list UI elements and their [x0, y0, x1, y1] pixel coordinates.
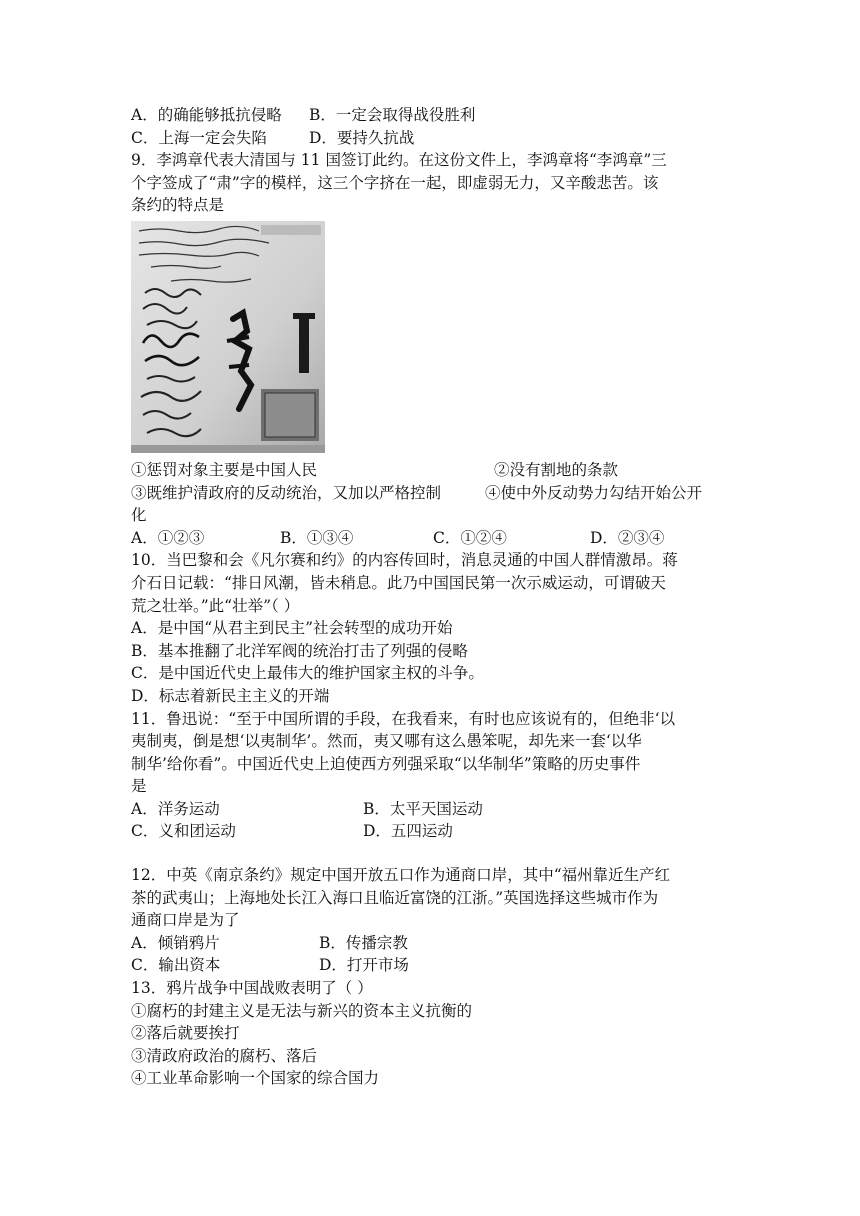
- q10-stem-line-3: 荒之壮举。”此“壮举”（ ）: [131, 596, 300, 615]
- q9-stem-line-3: 条约的特点是: [131, 196, 225, 215]
- q9-options-row: [131, 527, 743, 550]
- q8-options-row-1: [131, 104, 743, 127]
- q11-option-d: D．五四运动: [363, 822, 453, 841]
- q10-option-b: B．基本推翻了北洋军阀的统治打击了列强的侵略: [131, 641, 468, 660]
- q13-statement-4: ④工业革命影响一个国家的综合国力: [131, 1069, 380, 1088]
- q9-statements-row-2: [131, 482, 743, 505]
- spacer: [131, 843, 743, 864]
- q12-option-d: D．打开市场: [319, 956, 409, 975]
- q11-stem-line-4: 是: [131, 777, 147, 796]
- q8-option-a: A．的确能够抵抗侵略: [131, 106, 282, 124]
- q10-option-d: D．标志着新民主主义的开端: [131, 686, 330, 705]
- q11-option-b: B．太平天国运动: [363, 799, 483, 818]
- q12-option-b: B．传播宗教: [319, 933, 408, 952]
- q12-stem-line-2: 茶的武夷山；上海地处长江入海口且临近富饶的江浙。”英国选择这些城市作为: [131, 888, 659, 907]
- q13-stem: 13．鸦片战争中国战败表明了（ ）: [131, 979, 373, 998]
- q9-statement-2: ②没有割地的条款: [494, 460, 619, 479]
- q11-options-row-2: [131, 820, 743, 843]
- q11-option-a: A．洋务运动: [131, 799, 220, 818]
- q12-options-row-2: [131, 954, 743, 977]
- q12-stem-line-1: 12．中英《南京条约》规定中国开放五口作为通商口岸，其中“福州靠近生产红: [131, 866, 671, 885]
- q10-stem-line-1: 10．当巴黎和会《凡尔赛和约》的内容传回时，消息灵通的中国人群情激昂。蒋: [131, 551, 678, 570]
- q9-option-b: B．①③④: [280, 528, 354, 547]
- q11-option-c: C．义和团运动: [131, 822, 236, 841]
- q9-statements-row-1: [131, 459, 743, 482]
- q9-statement-1: ①惩罚对象主要是中国人民: [131, 460, 318, 479]
- q13-statement-3: ③清政府政治的腐朽、落后: [131, 1046, 318, 1065]
- q12-option-c: C．输出资本: [131, 956, 221, 975]
- q9-option-c: C．①②④: [433, 528, 507, 547]
- q11-options-row-1: [131, 798, 743, 821]
- q9-statement-4: ④使中外反动势力勾结开始公开: [485, 483, 703, 502]
- q10-option-c: C．是中国近代史上最伟大的维护国家主权的斗争。: [131, 664, 484, 683]
- q13-statement-1: ①腐朽的封建主义是无法与新兴的资本主义抗衡的: [131, 1001, 473, 1020]
- q10-option-a: A．是中国“从君主到民主”社会转型的成功开始: [131, 619, 453, 638]
- q8-options-row-2: [131, 127, 743, 150]
- q12-option-a: A．倾销鸦片: [131, 933, 220, 952]
- q8-option-c: C．上海一定会失陷: [131, 128, 267, 147]
- q10-stem-line-2: 介石日记载：“排日风潮，皆未稍息。此乃中国国民第一次示威运动，可谓破天: [131, 573, 666, 592]
- q9-statement-3: ③既维护清政府的反动统治，又加以严格控制: [131, 483, 442, 502]
- q12-options-row-1: [131, 932, 743, 955]
- treaty-signature-drawing: [131, 221, 325, 453]
- q11-stem-line-3: 制华’给你看”。中国近代史上迫使西方列强采取“以华制华”策略的历史事件: [131, 754, 641, 773]
- q11-stem-line-2: 夷制夷，倒是想‘以夷制华’。然而，夷又哪有这么愚笨呢，却先来一套‘以华: [131, 732, 642, 751]
- q9-option-d: D．②③④: [590, 528, 665, 547]
- q9-stem-line-1: 9．李鸿章代表大清国与 11 国签订此约。在这份文件上，李鸿章将“李鸿章”三: [131, 151, 667, 170]
- treaty-signature-photo: [131, 221, 325, 453]
- q9-option-a: A．①②③: [131, 528, 205, 547]
- page-content: [131, 104, 743, 1090]
- q13-statement-2: ②落后就要挨打: [131, 1024, 240, 1043]
- q12-stem-line-3: 通商口岸是为了: [131, 911, 240, 930]
- q11-stem-line-1: 11．鲁迅说：“至于中国所谓的手段，在我看来，有时也应该说有的，但绝非‘以: [131, 709, 676, 728]
- q9-stem-line-2: 个字签成了“肃”字的模样，这三个字挤在一起，即虚弱无力，又辛酸悲苦。该: [131, 173, 659, 192]
- q9-statement-4-continued: 化: [131, 506, 147, 525]
- q8-option-b: B．一定会取得战役胜利: [309, 106, 476, 124]
- q8-option-d: D．要持久抗战: [309, 128, 415, 147]
